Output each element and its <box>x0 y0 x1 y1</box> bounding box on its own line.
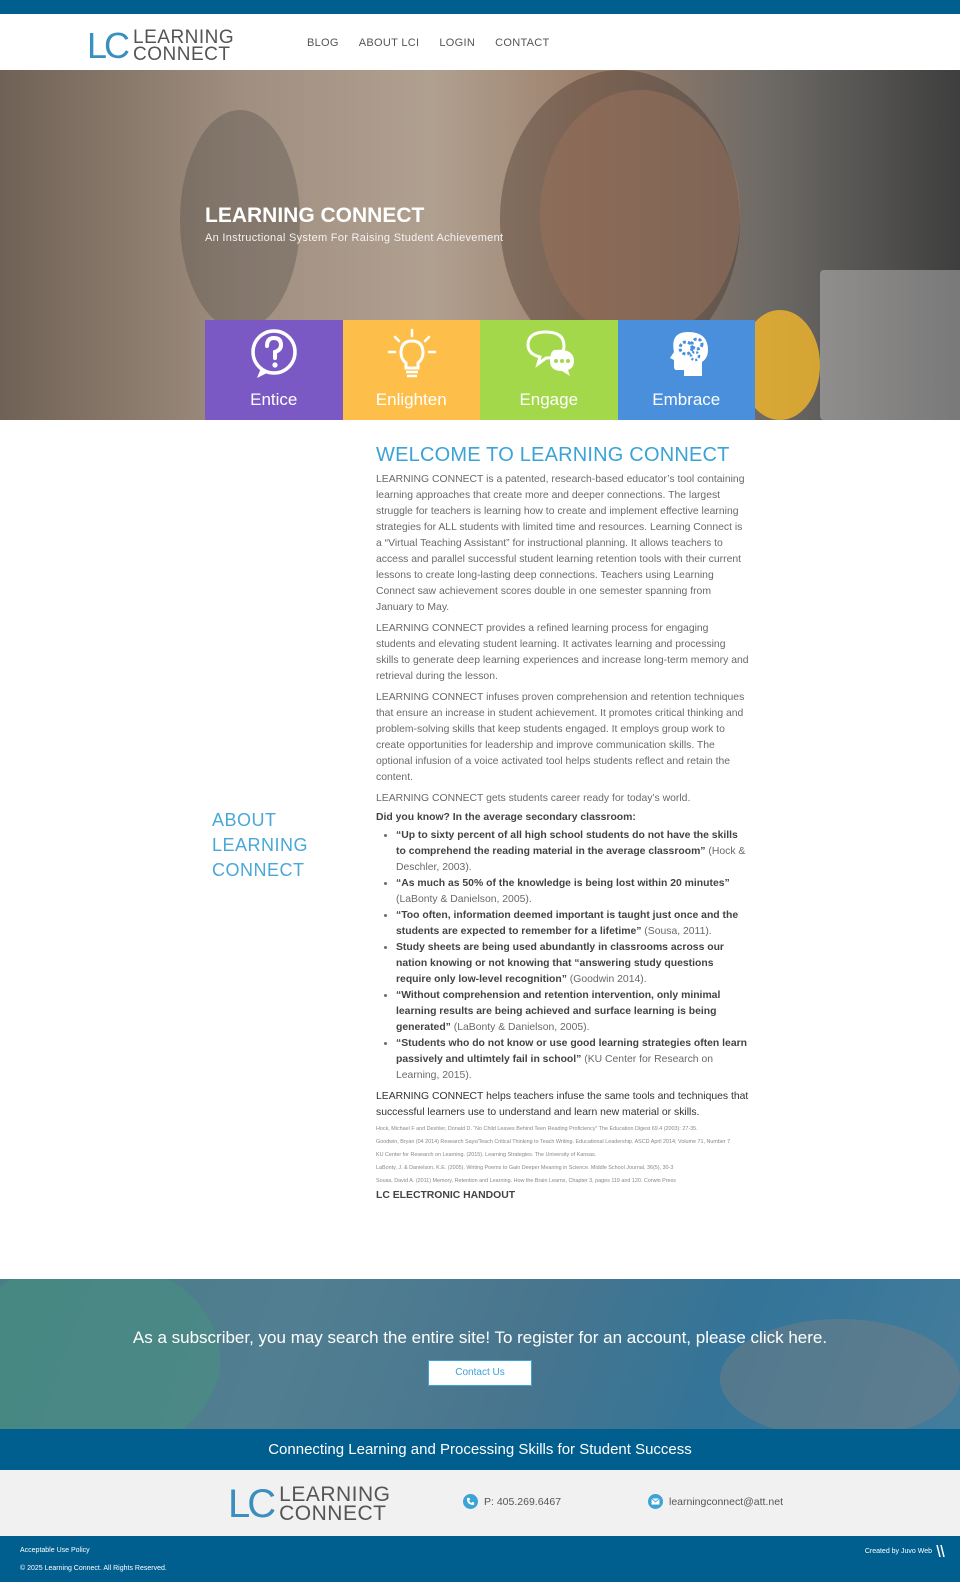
chat-bubbles-icon <box>524 328 578 378</box>
hero-title: LEARNING CONNECT <box>205 204 425 227</box>
feature-tiles <box>205 320 755 420</box>
did-you-know-heading: Did you know? In the average secondary classroom: <box>376 812 636 823</box>
nav-contact[interactable]: CONTACT <box>495 37 550 49</box>
reference-item: Goodwin, Bryan (04 2014) Research Says/Teach Critical Thinking to Teach Writing. Educational Leadership. ASCD April 2014; Volume 71, Number 7 <box>376 1139 731 1145</box>
fact-citation: (Sousa, 2011). <box>641 926 712 937</box>
hero-photo-shape <box>820 270 960 420</box>
logo-line-1: LEARNING <box>133 27 235 48</box>
list-item <box>396 940 750 988</box>
juvo-logo-icon <box>936 1545 946 1557</box>
head-gears-icon <box>662 328 714 380</box>
main-nav <box>307 37 550 49</box>
list-item <box>396 876 750 908</box>
fact-quote: “Students who do not know or use good learning strategies often learn passively and ultimtely fail in school” <box>396 1038 747 1065</box>
fact-citation: (LaBonty & Danielson, 2005). <box>450 1022 590 1033</box>
footer-logo[interactable] <box>228 1484 391 1524</box>
tile-enlighten[interactable] <box>343 320 481 420</box>
about-sidebar-heading <box>212 808 308 883</box>
site-footer <box>0 1470 960 1536</box>
tile-label: Entice <box>250 390 298 409</box>
list-item <box>396 1036 750 1084</box>
nav-blog[interactable]: BLOG <box>307 37 339 49</box>
banner-overlay <box>0 1279 960 1429</box>
fact-quote: “Without comprehension and retention intervention, only minimal learning results are being achieved and surface learning is being generated” <box>396 990 721 1033</box>
reference-item: Hock, Michael F and Deshler, Donald D. “No Child Leaves Behind Teen Reading Proficiency” The Education Digest 69.4 (2003): 27-35. <box>376 1126 698 1132</box>
contact-us-button[interactable]: Contact Us <box>428 1360 532 1386</box>
site-logo[interactable] <box>87 25 235 66</box>
logo-mark: LC <box>87 25 128 66</box>
question-bubble-icon <box>249 328 299 380</box>
logo-line-1: LEARNING <box>279 1483 391 1506</box>
fact-citation: (Hock & Deschler, 2003). <box>396 846 746 873</box>
acceptable-use-policy-link[interactable]: Acceptable Use Policy <box>20 1547 90 1554</box>
reference-item: LaBonty, J. & Danielson, K.E. (2005). Writing Poems to Gain Deeper Meaning in Science. Middle School Journal, 36(5), 30-3 <box>376 1165 674 1171</box>
subscribe-banner <box>0 1279 960 1429</box>
envelope-icon <box>648 1494 663 1509</box>
tile-engage[interactable] <box>480 320 618 420</box>
bottom-bar <box>0 1536 960 1582</box>
reference-item: Sousa, David A. (2011) Memory, Retention and Learning. How the Brain Learns, Chapter 3, pages 119 and 120. Corwin Press <box>376 1178 676 1184</box>
credit-text: Created by Juvo Web <box>864 1547 932 1555</box>
lightbulb-icon <box>387 328 437 382</box>
about-line-2: LEARNING <box>212 835 309 855</box>
fact-citation: (LaBonty & Danielson, 2005). <box>396 894 532 905</box>
phone-text: P: 405.269.6467 <box>484 1495 562 1508</box>
hero-banner <box>0 70 960 420</box>
about-line-3: CONNECT <box>212 860 305 880</box>
logo-wordmark <box>279 1485 390 1523</box>
intro-paragraph: LEARNING CONNECT is a patented, research-based educator’s tool containing learning approaches that create more and deeper connections. The largest struggle for teachers is learning how to create and implement effective learning strategies for ALL students with limited time and resources. Learning Connect is a “Virtual Teaching Assistant” for instructional planning. It allows teachers to access and parallel successful student learning retention tools with their current lessons to create long-lasting deep connections. Teachers using Learning Connect saw achievement scores double in one semester spanning from January to May. <box>376 474 745 613</box>
process-paragraph: LEARNING CONNECT provides a refined learning process for engaging students and elevating student learning. It activates learning and processing skills to generate deep learning experiences and increase long-term memory and retrieval during the lesson. <box>376 623 749 682</box>
email-text: learningconnect@att.net <box>669 1495 783 1508</box>
footer-email[interactable] <box>648 1494 783 1509</box>
list-item <box>396 988 750 1036</box>
list-item <box>396 908 750 940</box>
references <box>376 1125 750 1185</box>
list-item <box>396 828 750 876</box>
electronic-handout-link[interactable]: LC ELECTRONIC HANDOUT <box>376 1190 516 1201</box>
logo-line-2: CONNECT <box>133 44 231 65</box>
phone-icon <box>463 1494 478 1509</box>
helps-paragraph: LEARNING CONNECT helps teachers infuse the same tools and techniques that successful learners use to understand and learn new material or skills. <box>376 1091 749 1118</box>
footer-phone[interactable] <box>463 1494 561 1509</box>
fact-citation: (Goodwin 2014). <box>566 974 647 985</box>
techniques-paragraph: LEARNING CONNECT infuses proven comprehension and retention techniques that ensure an increase in student achievement. It promotes critical thinking and problem-solving skills that keep students engaged. It employs group work to create opportunities for leadership and improve communication skills. The optional infusion of a voice activated tool helps students reflect and retain the content. <box>376 692 745 783</box>
tagline-bar: Connecting Learning and Processing Skills for Student Success <box>0 1429 960 1470</box>
nav-about-lci[interactable]: ABOUT LCI <box>358 37 420 49</box>
subscribe-text[interactable]: As a subscriber, you may search the entire site! To register for an account, please click here. <box>132 1328 828 1347</box>
tile-embrace[interactable] <box>618 320 756 420</box>
tile-entice[interactable] <box>205 320 343 420</box>
site-header <box>0 14 960 70</box>
logo-wordmark <box>133 29 234 63</box>
main-content <box>376 442 750 1201</box>
hero-subtitle: An Instructional System For Raising Student Achievement <box>205 232 504 244</box>
fact-quote: “Too often, information deemed important is taught just once and the students are expected to remember for a lifetime” <box>396 910 739 937</box>
fact-quote: “As much as 50% of the knowledge is being lost within 20 minutes” <box>396 878 730 889</box>
logo-line-2: CONNECT <box>279 1502 387 1525</box>
welcome-heading: WELCOME TO LEARNING CONNECT <box>376 444 730 466</box>
fact-quote: Study sheets are being used abundantly in classrooms across our nation knowing or not knowing that “answering study questions require only low-level recognition” <box>396 942 724 985</box>
about-line-1: ABOUT <box>212 810 277 830</box>
reference-item: KU Center for Research on Learning. (2015). Learning Strategies. The University of Kansas. <box>376 1152 597 1158</box>
copyright: © 2025 Learning Connect. All Rights Reserved. <box>20 1565 167 1572</box>
fact-citation: (KU Center for Research on Learning, 2015). <box>396 1054 714 1081</box>
tile-label: Embrace <box>652 390 721 409</box>
nav-login[interactable]: LOGIN <box>439 37 476 49</box>
career-paragraph: LEARNING CONNECT gets students career ready for today’s world. <box>376 793 691 804</box>
facts-list <box>376 828 750 1084</box>
top-bar <box>0 0 960 14</box>
logo-mark: LC <box>228 1482 274 1526</box>
tile-label: Engage <box>519 390 579 409</box>
tile-label: Enlighten <box>375 390 447 409</box>
created-by-credit[interactable] <box>865 1545 946 1557</box>
fact-quote: “Up to sixty percent of all high school students do not have the skills to comprehend the reading material in the average classroom” <box>396 830 738 857</box>
